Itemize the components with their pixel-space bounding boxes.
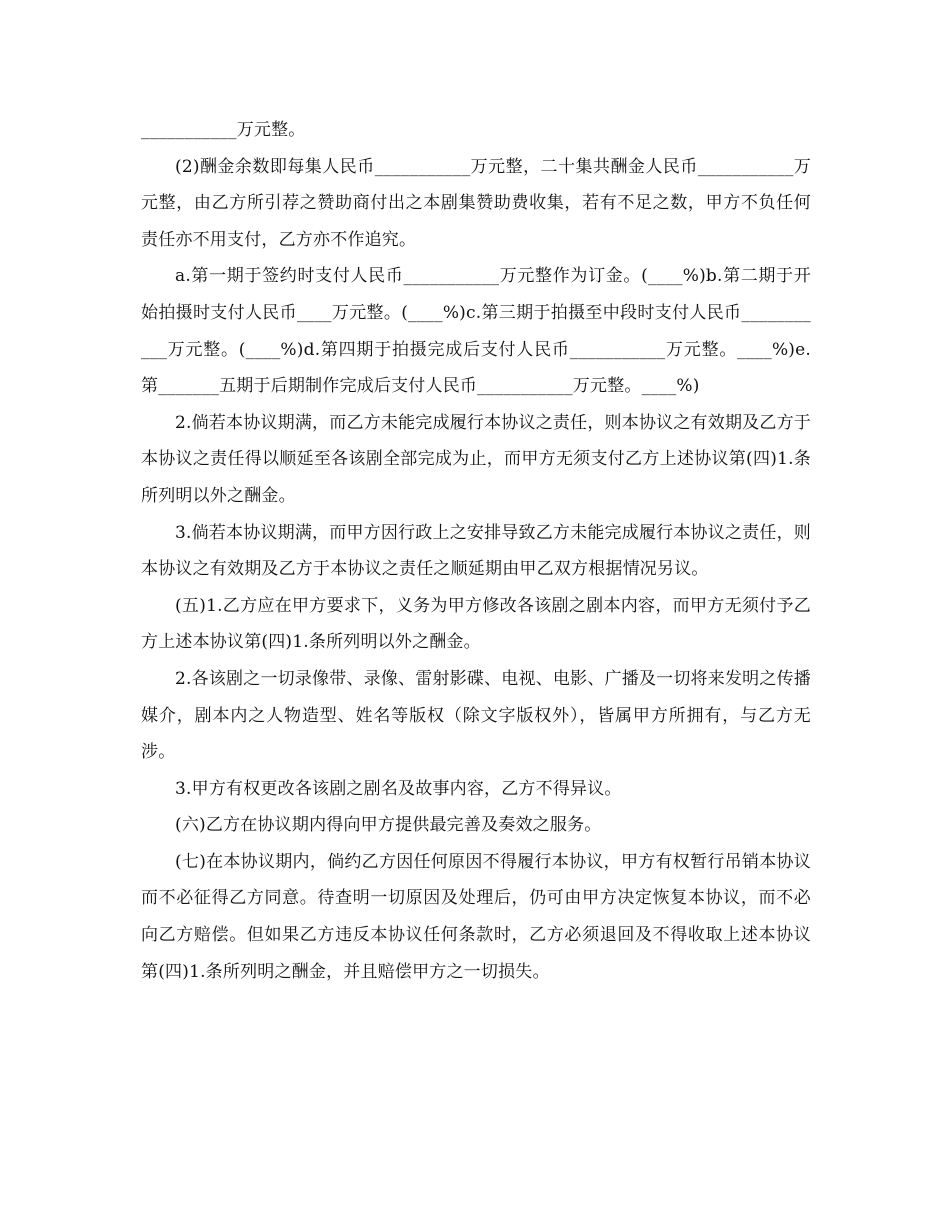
paragraph-clause-3-admin: 3.倘若本协议期满，而甲方因行政上之安排导致乙方未能完成履行本协议之责任，则本协议之有效期及乙方于本协议之责任之顺延期由甲乙双方根据情况另议。 xyxy=(141,522,811,580)
paragraph-clause-2-extension: 2.倘若本协议期满，而乙方未能完成履行本协议之责任，则本协议之有效期及乙方于本协议之责任得以顺延至各该剧全部完成为止，而甲方无须支付乙方上述协议第(四)1.条所列明以外之酬金。 xyxy=(141,412,811,506)
paragraph-remuneration-balance: (2)酬金余数即每集人民币___________万元整，二十集共酬金人民币___________万元整，由乙方所引荐之赞助商付出之本剧集赞助费收集，若有不足之数，甲方不负任何责任亦不用支付，乙方亦不作追究。 xyxy=(141,156,811,250)
paragraph-continuation: ___________万元整。 xyxy=(141,120,306,140)
document-body xyxy=(141,112,811,990)
paragraph-section-5-3: 3.甲方有权更改各该剧之剧名及故事内容，乙方不得异议。 xyxy=(175,778,622,799)
paragraph-section-7: (七)在本协议期内，倘约乙方因任何原因不得履行本协议，甲方有权暂行吊销本协议而不必征得乙方同意。待查明一切原因及处理后，仍可由甲方决定恢复本协议，而不必向乙方赔偿。但如果乙方违反本协议任何条款时，乙方必须退回及不得收取上述本协议第(四)1.条所列明之酬金，并且赔偿甲方之一切损失。 xyxy=(141,851,811,982)
paragraph-section-5-1: (五)1.乙方应在甲方要求下，义务为甲方修改各该剧之剧本内容，而甲方无须付予乙方上述本协议第(四)1.条所列明以外之酬金。 xyxy=(141,595,811,653)
paragraph-payment-schedule: a.第一期于签约时支付人民币___________万元整作为订金。(____%)b.第二期于开始拍摄时支付人民币____万元整。(____%)c.第三期于拍摄至中段时支付人民币___________万元整。(____%)d.第四期于拍摄完成后支付人民币___________万元整。____%)e.第_______五期于后期制作完成后支付人民币___________万元整。____%) xyxy=(141,266,811,397)
paragraph-section-5-2: 2.各该剧之一切录像带、录像、雷射影碟、电视、电影、广播及一切将来发明之传播媒介，剧本内之人物造型、姓名等版权（除文字版权外），皆属甲方所拥有，与乙方无涉。 xyxy=(141,668,811,763)
paragraph-section-6: (六)乙方在协议期内得向甲方提供最完善及奏效之服务。 xyxy=(175,815,602,836)
